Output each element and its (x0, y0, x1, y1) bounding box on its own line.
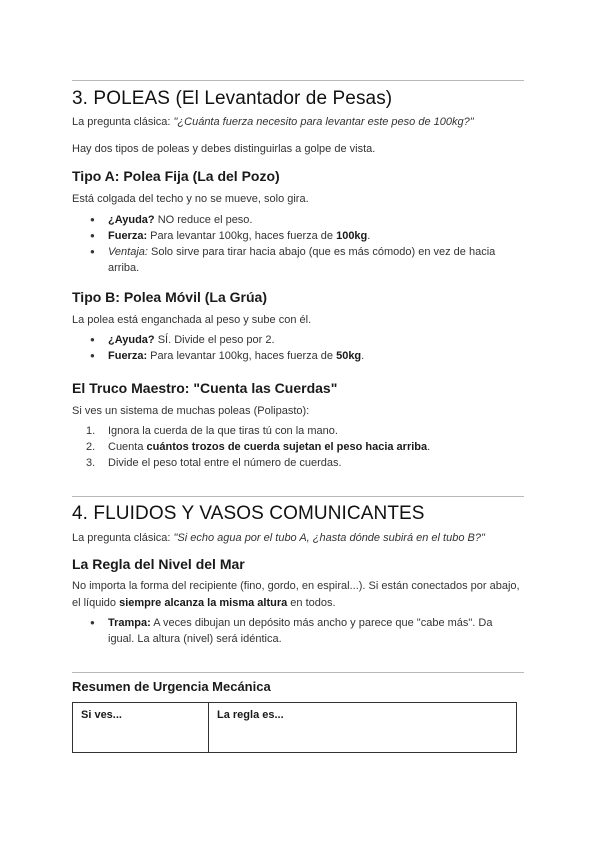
tipo-b-title: Tipo B: Polea Móvil (La Grúa) (72, 289, 267, 305)
section-4-title: 4. FLUIDOS Y VASOS COMUNICANTES (72, 503, 425, 524)
rule-desc: No importa la forma del recipiente (fino, gordo, en espiral...). Si están conectados por abajo, el líquido siempre alcanza la misma altura en todos. (72, 580, 520, 609)
section-3-title: 3. POLEAS (El Levantador de Pesas) (72, 88, 393, 109)
summary-title: Resumen de Urgencia Mecánica (72, 679, 271, 694)
trick-title: El Truco Maestro: "Cuenta las Cuerdas" (72, 380, 338, 396)
trap-list (72, 615, 512, 647)
list-item: 3. Divide el peso total entre el número de cuerdas. (86, 457, 342, 469)
trick-steps (72, 423, 512, 471)
list-item: ● Fuerza: Para levantar 100kg, haces fuerza de 50kg. (72, 348, 512, 364)
list-item: 1. Ignora la cuerda de la que tiras tú con la mano. (86, 425, 338, 437)
poleas-intro: Hay dos tipos de poleas y debes distinguirlas a golpe de vista. (72, 143, 376, 155)
question-prefix: La pregunta clásica: (72, 532, 174, 544)
classic-question (72, 530, 527, 547)
rule-title: La Regla del Nivel del Mar (72, 556, 245, 572)
tipo-a-desc: Está colgada del techo y no se mueve, solo gira. (72, 193, 309, 205)
list-item: 2. Cuenta cuántos trozos de cuerda sujetan el peso hacia arriba. (86, 441, 431, 453)
question-text: "Si echo agua por el tubo A, ¿hasta dónde subirá en el tubo B?" (173, 532, 485, 544)
classic-question (72, 114, 527, 131)
tipo-a-title: Tipo A: Polea Fija (La del Pozo) (72, 168, 280, 184)
trick-desc: Si ves un sistema de muchas poleas (Polipasto): (72, 405, 310, 417)
tipo-b-desc: La polea está enganchada al peso y sube con él. (72, 314, 312, 326)
tipo-a-list (72, 212, 512, 276)
list-item: ● ¿Ayuda? NO reduce el peso. (72, 212, 512, 228)
divider (72, 496, 524, 497)
list-item: ● ¿Ayuda? SÍ. Divide el peso por 2. (72, 332, 512, 348)
tipo-b-list (72, 332, 512, 364)
list-item: ● Fuerza: Para levantar 100kg, haces fuerza de 100kg. (72, 228, 512, 244)
question-text: "¿Cuánta fuerza necesito para levantar este peso de 100kg?" (173, 116, 474, 128)
list-item: ● Trampa: A veces dibujan un depósito más ancho y parece que "cabe más". Da igual. La altura (nivel) será idéntica. (72, 615, 512, 647)
table-header-cell: La regla es... (217, 709, 284, 721)
divider (72, 672, 524, 673)
question-prefix: La pregunta clásica: (72, 116, 174, 128)
list-item: ● Ventaja: Solo sirve para tirar hacia abajo (que es más cómodo) en vez de hacia arriba. (72, 244, 512, 276)
divider (72, 80, 524, 81)
summary-table (72, 702, 517, 753)
table-header-cell: Si ves... (73, 703, 209, 752)
